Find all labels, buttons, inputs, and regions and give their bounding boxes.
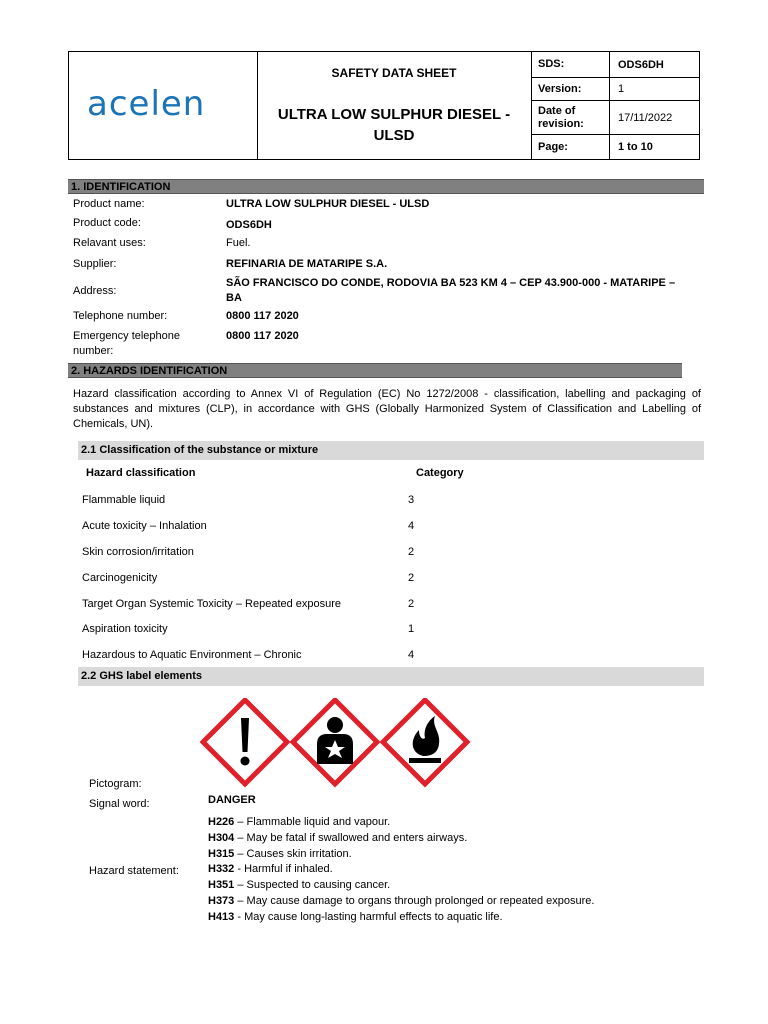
signal-word: DANGER [208, 794, 256, 806]
health-hazard-icon [293, 700, 377, 784]
hazard-intro-paragraph: Hazard classification according to Annex VI of Regulation (EC) No 1272/2008 - classification, labelling and packaging of substances and mixtures (CLP), in accordance with GHS (Globally Harmonized System of Classification and Labelling of Chemicals, UN). [73, 388, 701, 430]
section-heading-hazards: 2. HAZARDS IDENTIFICATION [68, 363, 682, 378]
column-header-hazard-classification: Hazard classification [86, 467, 196, 479]
hazard-class-category: 2 [408, 598, 415, 610]
hazard-statement: H413 - May cause long-lasting harmful effects to aquatic life. [208, 910, 503, 923]
section-heading-identification: 1. IDENTIFICATION [68, 179, 704, 194]
identification-label: Address: [73, 285, 117, 297]
column-header-category: Category [416, 467, 464, 479]
hazard-class-name: Acute toxicity – Inhalation [82, 520, 207, 532]
identification-label: Relavant uses: [73, 237, 146, 249]
hazard-class-category: 3 [408, 494, 415, 506]
logo-cell [69, 52, 258, 159]
identification-value: ODS6DH [226, 219, 272, 231]
meta-row-sds [531, 52, 699, 78]
ghs-pictogram-row [200, 698, 472, 788]
hazard-statement: H373 – May cause damage to organs through prolonged or repeated exposure. [208, 894, 595, 907]
document-title: ULTRA LOW SULPHUR DIESEL - ULSD [277, 106, 511, 144]
document-kind: SAFETY DATA SHEET [331, 66, 457, 80]
hazard-class-name: Flammable liquid [82, 494, 166, 506]
meta-key: SDS: [531, 52, 610, 77]
hazard-class-name: Target Organ Systemic Toxicity – Repeated exposure [82, 598, 342, 610]
hazard-statement-list [208, 815, 594, 926]
hazard-class-category: 1 [408, 623, 415, 635]
identification-label: Product code: [73, 217, 141, 229]
hazard-class-category: 4 [408, 520, 415, 532]
identification-value: Fuel. [226, 237, 251, 249]
meta-value: 1 to 10 [618, 141, 653, 153]
hazard-class-name: Aspiration toxicity [82, 623, 168, 635]
company-logo: acelen [87, 84, 206, 124]
subsection-heading-label-elements: 2.2 GHS label elements [78, 667, 704, 686]
hazard-statement: H332 - Harmful if inhaled. [208, 863, 333, 876]
meta-value: 1 [618, 83, 625, 95]
hazard-class-name: Hazardous to Aquatic Environment – Chronic [82, 649, 302, 661]
identification-label: Supplier: [73, 258, 117, 270]
identification-label: Product name: [73, 198, 145, 210]
hazard-class-category: 4 [408, 649, 415, 661]
signal-word-label: Signal word: [89, 798, 150, 810]
hazard-statement: H304 – May be fatal if swallowed and enters airways. [208, 831, 468, 844]
meta-key: Page: [531, 135, 610, 159]
identification-value: ULTRA LOW SULPHUR DIESEL - ULSD [226, 198, 430, 210]
hazard-statement-label: Hazard statement: [89, 865, 179, 877]
ghs-pictograms [200, 698, 472, 788]
meta-row-version [531, 78, 699, 101]
exclamation-mark-icon [203, 700, 287, 784]
meta-row-page [531, 135, 699, 159]
hazard-statement: H351 – Suspected to causing cancer. [208, 879, 391, 892]
meta-row-date [531, 101, 699, 135]
hazard-class-category: 2 [408, 546, 415, 558]
hazard-class-name: Carcinogenicity [82, 572, 158, 584]
hazard-class-category: 2 [408, 572, 415, 584]
hazard-statement: H226 – Flammable liquid and vapour. [208, 816, 391, 828]
meta-value: 17/11/2022 [618, 111, 673, 124]
meta-table [531, 52, 699, 159]
identification-value: 0800 117 2020 [226, 330, 299, 342]
header-table [68, 51, 700, 160]
identification-label: Emergency telephone number: [73, 330, 181, 357]
flame-icon [383, 700, 467, 784]
pictogram-label: Pictogram: [89, 778, 142, 790]
meta-key: Date of revision: [531, 101, 610, 134]
hazard-class-name: Skin corrosion/irritation [82, 546, 194, 558]
meta-key: Version: [531, 78, 610, 100]
subsection-heading-classification: 2.1 Classification of the substance or mixture [78, 441, 704, 460]
hazard-statement: H315 – Causes skin irritation. [208, 847, 352, 860]
identification-value: SÃO FRANCISCO DO CONDE, RODOVIA BA 523 KM 4 – CEP 43.900-000 - MATARIPE – BA [226, 277, 676, 304]
identification-value: 0800 117 2020 [226, 310, 299, 322]
title-cell [257, 52, 532, 159]
identification-label: Telephone number: [73, 310, 168, 322]
meta-value: ODS6DH [618, 58, 664, 71]
identification-value: REFINARIA DE MATARIPE S.A. [226, 258, 388, 270]
